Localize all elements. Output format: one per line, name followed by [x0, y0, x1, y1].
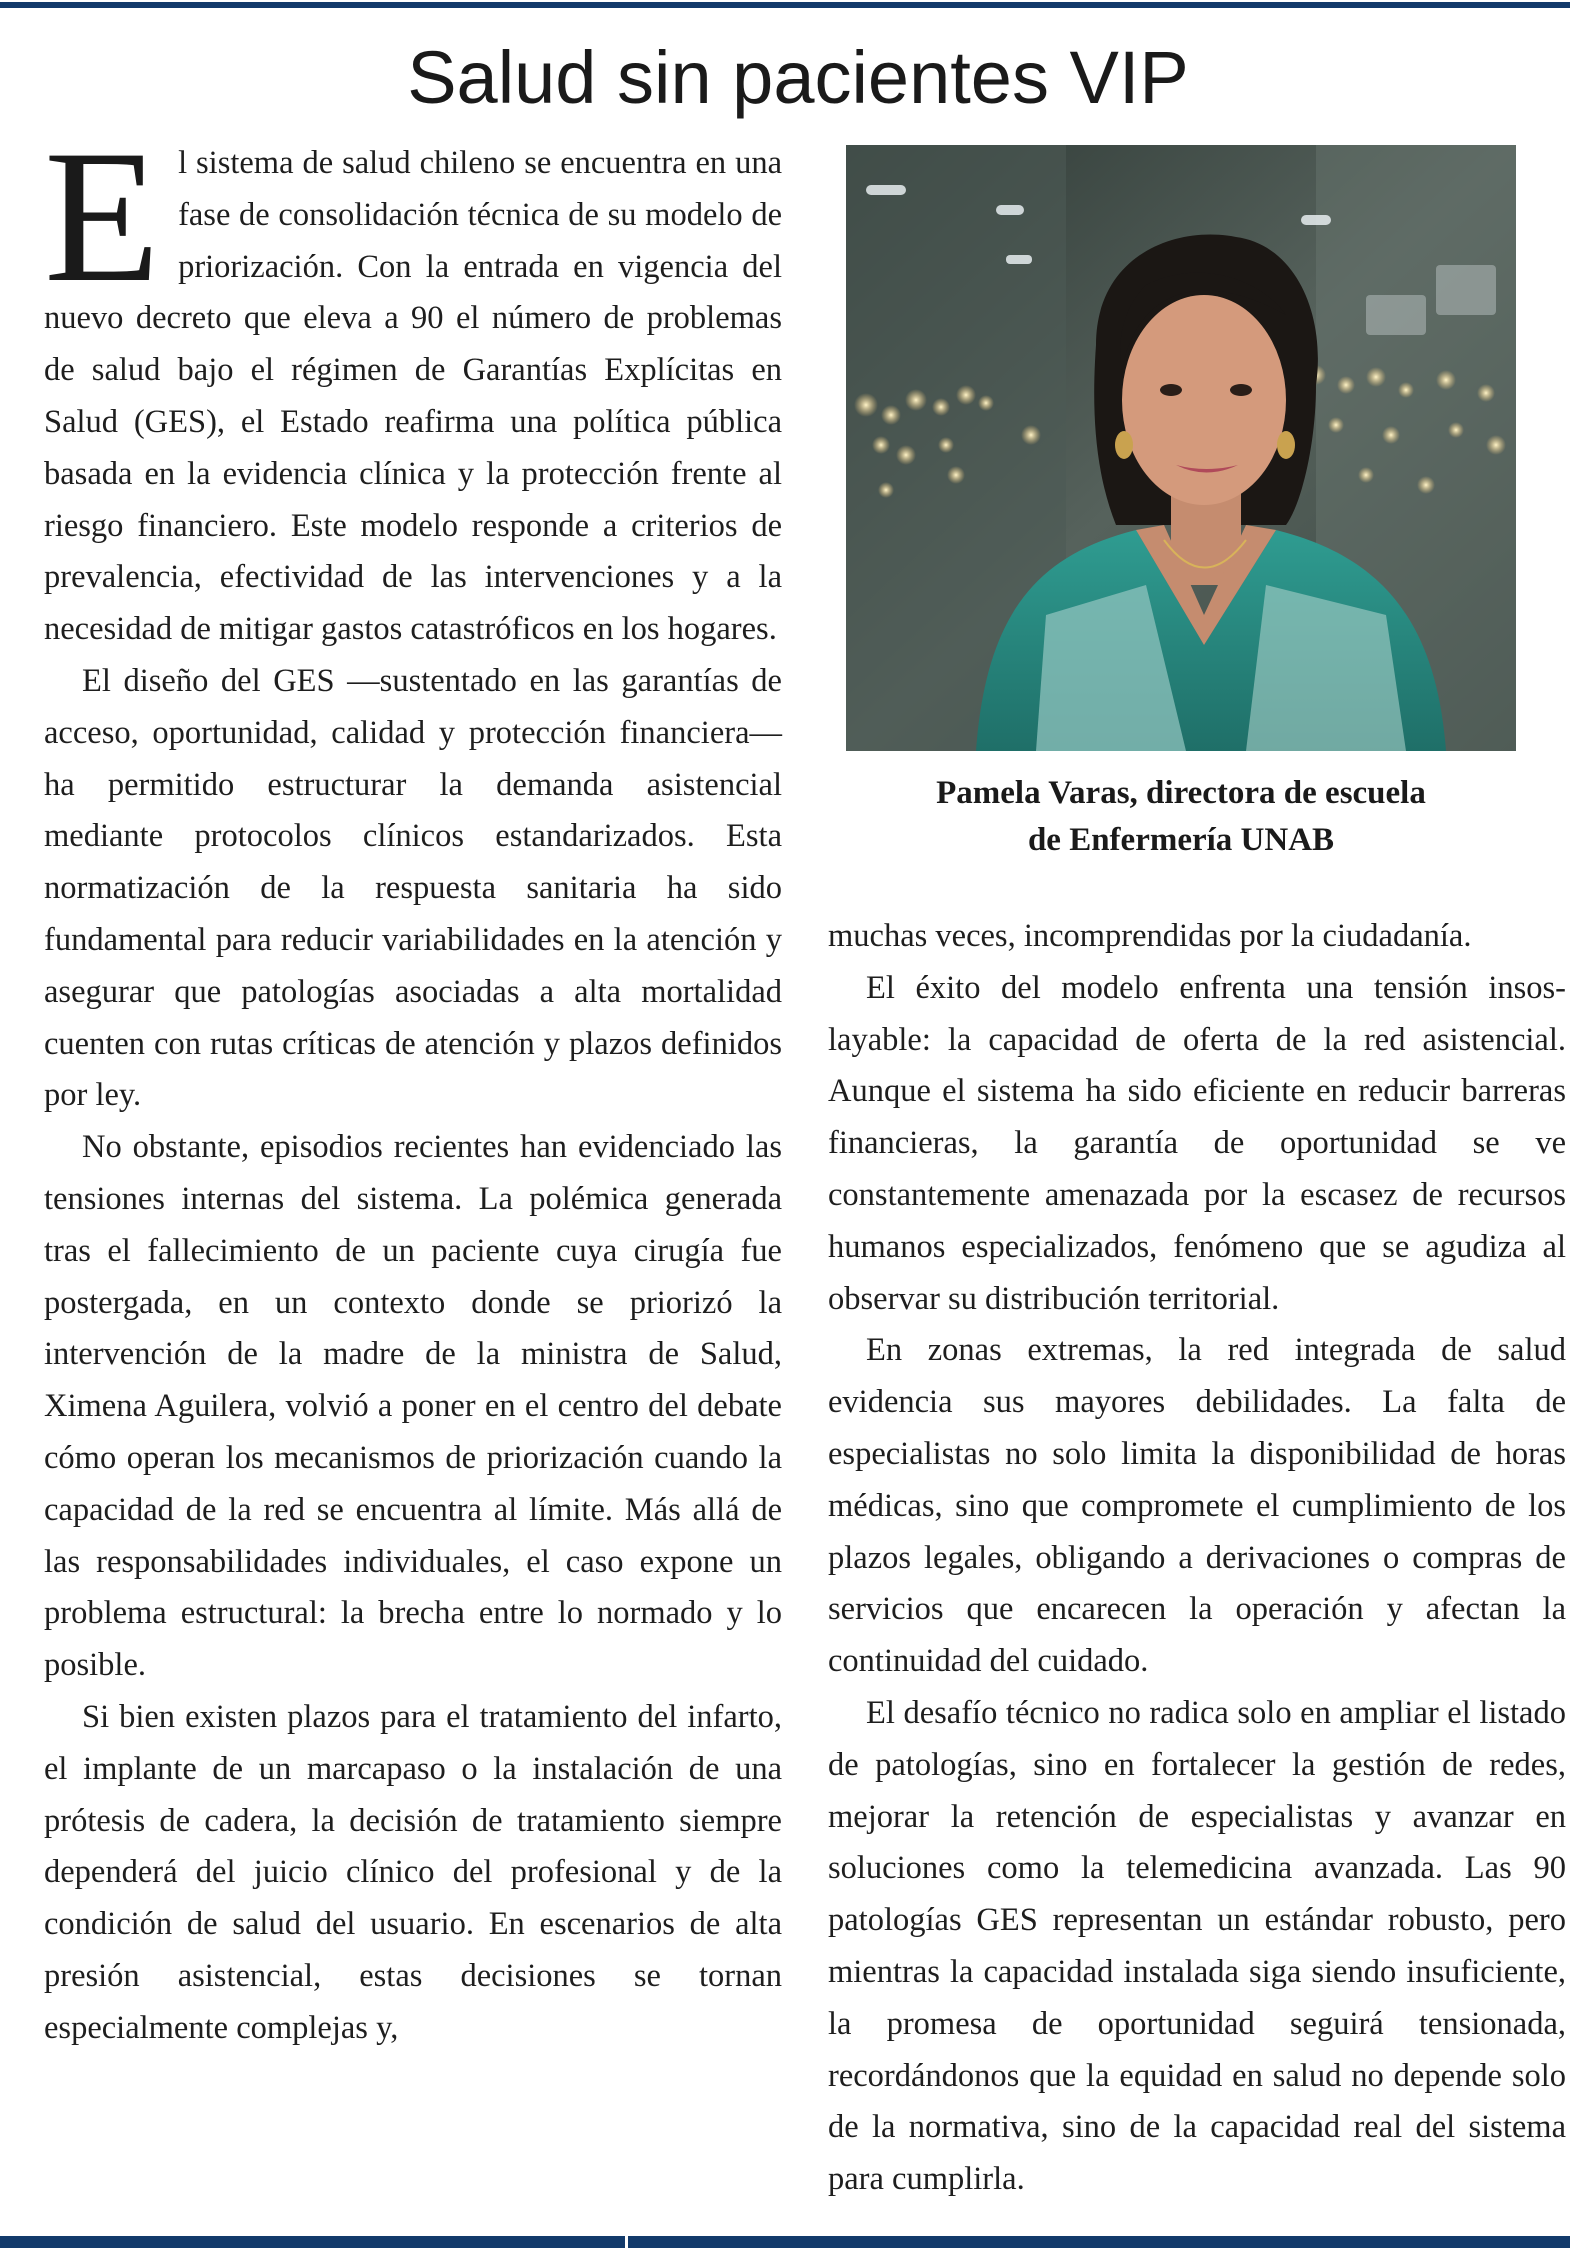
article-paragraph-3: No obstante, episodios recientes han evidenciado las tensiones internas del sistema. La polémica generada tras el fallecimiento de un paciente cuya cirugía fue postergada, en un contexto donde se priorizó la intervención de la madre de la ministra de Salud, Ximena Aguilera, volvió a poner en el centro del debate cómo operan los mecanismos de priorización cuando la capacidad de la red se encuentra al límite. Más allá de las responsabilidades individuales, el caso expone un problema estructural: la brecha entre lo normado y lo posible.: [44, 1129, 782, 1684]
bottom-rule: [0, 2236, 1570, 2248]
article-paragraph-1: [44, 112, 782, 656]
article-paragraph-2: El diseño del GES —sustentado en las garantías de acceso, oportunidad, calidad y protección financiera— ha permitido estructurar la demanda asistencial mediante protocolos clínicos estandarizados. Esta normatización de la respuesta sanitaria ha sido fundamental para reducir variabilidades en la atención y asegurar que patologías asociadas a alta mortalidad cuenten con rutas críticas de atención y plazos definidos por ley.: [44, 662, 782, 1114]
paragraph-1-text: l sistema de salud chileno se encuentra en una fase de consolidación técnica de su modelo de priorización. Con la entrada en vigencia del nuevo decreto que eleva a 90 el número de problemas de salud bajo el régimen de Garantías Explícitas en Salud (GES), el Estado reafirma una política pública basada en la evidencia clínica y la protección frente al riesgo financiero. Este modelo responde a criterios de prevalencia, efectividad de las intervenciones y a la necesidad de mitigar gastos catastróficos en los hogares.: [44, 145, 782, 648]
portrait-photo: [846, 145, 1516, 751]
article-column-right: [828, 911, 1566, 2211]
article-paragraph-6: El éxito del modelo enfrenta una tensión insoslayable: la capacidad de oferta de la red asistencial. Aunque el sistema ha sido eficiente en reducir barreras financieras, la garantía de oportunidad se ve constantemente amenazada por la escasez de recursos humanos especializados, fenómeno que se agudiza al observar su distribución territorial.: [828, 969, 1566, 1317]
photo-caption-line-2: de Enfermería UNAB: [1027, 822, 1335, 858]
article-paragraph-4: Si bien existen plazos para el tratamiento del infarto, el implante de un marcapaso o la instalación de una prótesis de cadera, la decisión de tratamiento siempre dependerá del juicio clínico del profesional y de la condición de salud del usuario. En escenarios de alta presión asistencial, estas decisiones se tornan especialmente complejas y,: [44, 1698, 782, 2046]
portrait-illustration: [846, 145, 1516, 751]
photo-caption-line-1: Pamela Varas, directora de escuela: [936, 775, 1426, 811]
article-paragraph-7: En zonas extremas, la red integrada de salud evidencia sus mayores debilidades. La falta de especialistas no solo limita la disponibilidad de horas médicas, sino que compromete el cumplimiento de los plazos legales, obligando a derivaciones o compras de servicios que encarecen la operación y afectan la continuidad del cuidado.: [828, 1332, 1566, 1680]
article-column-left: [44, 112, 782, 2198]
bottom-rule-divider: [625, 2236, 628, 2248]
article-title: Salud sin pacientes VIP: [407, 36, 1189, 119]
drop-cap: E: [44, 112, 161, 322]
article-paragraph-5: muchas veces, incomprendidas por la ciudadanía.: [828, 918, 1472, 954]
article-paragraph-8: El desafío técnico no radica solo en ampliar el listado de patologías, sino en fortalecer la gestión de redes, mejorar la retención de especialistas y avanzar en soluciones como la telemedicina avanzada. Las 90 patologías GES representan un estándar robusto, pero mientras la capacidad instalada siga siendo insuficiente, la promesa de oportunidad seguirá tensionada, recordándonos que la equidad en salud no depende solo de la normativa, sino de la capacidad real del sistema para cumplirla.: [828, 1694, 1566, 2198]
top-rule: [0, 2, 1570, 8]
photo-caption: [846, 770, 1516, 864]
